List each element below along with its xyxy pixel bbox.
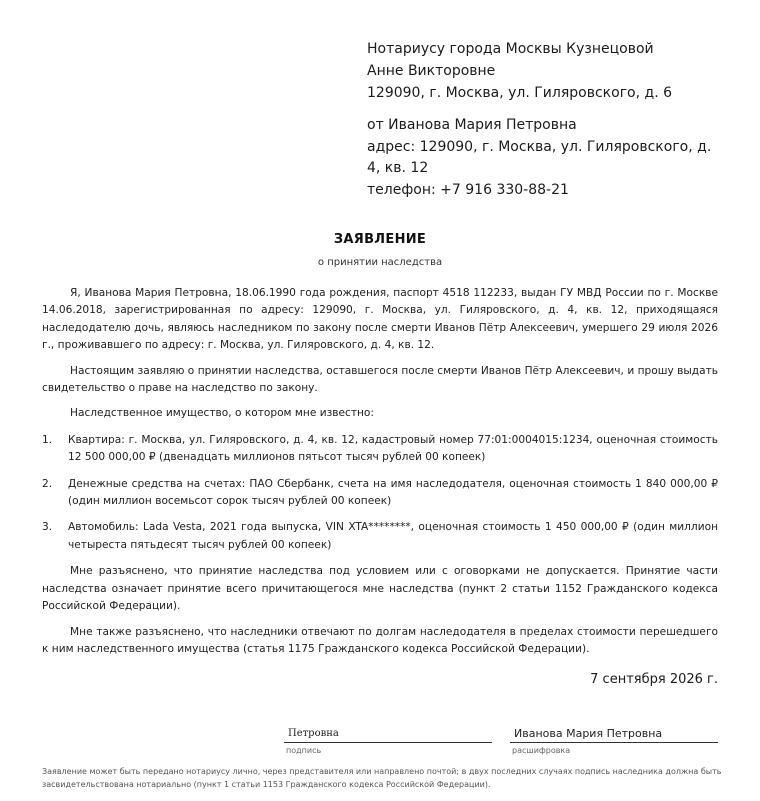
- addressee-line-2: Анне Викторовне: [367, 63, 496, 79]
- addressee-block: [367, 38, 737, 104]
- paragraph-declarant: Я, Иванова Мария Петровна, 18.06.1990 года рождения, паспорт 4518 112233, выдан ГУ МВД России по г. Москве 14.06.2018, зарегистрированная по адресу: 129090, г. Москва, ул. Гиляровского, д. 4, кв. 12, приходящаяся наследодателю дочь, являюсь наследником по закону после смерти Иванов Пётр Алексеевич, умершего 29 июля 2026 г., проживавшего по адресу: г. Москва, ул. Гиляровского, д. 4, кв. 12.: [42, 287, 718, 352]
- document-title: ЗАЯВЛЕНИЕ: [333, 232, 427, 247]
- signature-field: [284, 726, 492, 755]
- decoding-field: [510, 726, 718, 755]
- list-item: [42, 476, 718, 511]
- applicant-block: [367, 115, 727, 201]
- property-list: [42, 432, 718, 554]
- addressee-address: 129090, г. Москва, ул. Гиляровского, д. 6: [367, 85, 672, 101]
- paragraph-conditions: Мне разъяснено, что принятие наследства под условием или с оговорками не допускается. Принятие части наследства означает принятие всего причитающегося мне наследства (пункт 2 статьи 1152 Гражданского кодекса Российской Федерации).: [42, 565, 718, 613]
- list-item-text: Автомобиль: Lada Vesta, 2021 года выпуска, VIN XTA********, оценочная стоимость 1 450 000,00 ₽ (один миллион четыреста пятьдесят тысяч рублей 00 копеек): [68, 521, 718, 551]
- paragraph-debts: Мне также разъяснено, что наследники отвечают по долгам наследодателя в пределах стоимости перешедшего к ним наследственного имущества (статья 1175 Гражданского кодекса Российской Федерации).: [42, 625, 718, 655]
- applicant-phone: телефон: +7 916 330-88-21: [367, 181, 569, 198]
- applicant-name: от Иванова Мария Петровна: [367, 117, 577, 133]
- list-item: [42, 432, 718, 467]
- list-item-text: Квартира: г. Москва, ул. Гиляровского, д. 4, кв. 12, кадастровый номер 77:01:0004015:1234, оценочная стоимость 12 500 000,00 ₽ (двенадцать миллионов пятьсот тысяч рублей 00 копеек): [68, 433, 718, 464]
- applicant-address: адрес: 129090, г. Москва, ул. Гиляровского, д. 4, кв. 12: [367, 138, 712, 176]
- paragraph-acceptance: Настоящим заявляю о принятии наследства, оставшегося после смерти Иванов Пётр Алексеевич, и прошу выдать свидетельство о праве на наследство по закону.: [42, 364, 718, 395]
- list-item: [42, 519, 718, 554]
- signature-value: Петровна: [284, 726, 492, 743]
- list-item-number: 2.: [42, 477, 53, 490]
- list-item-number: 1.: [42, 433, 53, 446]
- list-item-text: Денежные средства на счетах: ПАО Сбербанк, счета на имя наследодателя, оценочная стоимость 1 840 000,00 ₽ (один миллион восемьсот сорок тысяч рублей 00 копеек): [68, 477, 718, 508]
- decoding-value: Иванова Мария Петровна: [510, 726, 718, 743]
- decoding-caption: расшифровка: [512, 746, 571, 755]
- addressee-line-1: Нотариусу города Москвы Кузнецовой: [367, 41, 654, 57]
- footnote: Заявление может быть передано нотариусу лично, через представителя или направлено почтой; в двух последних случаях подпись наследника должна быть засвидетельствована нотариально (пункт 1 статьи 1153 Гражданского кодекса Российской Федерации).: [42, 767, 722, 789]
- list-item-number: 3.: [42, 521, 53, 534]
- paragraph-property-intro: Наследственное имущество, о котором мне известно:: [70, 407, 374, 420]
- document-body: [42, 285, 718, 666]
- document-subtitle: о принятии наследства: [317, 257, 443, 268]
- signature-caption: подпись: [286, 746, 322, 755]
- document-date: 7 сентября 2026 г.: [590, 672, 718, 687]
